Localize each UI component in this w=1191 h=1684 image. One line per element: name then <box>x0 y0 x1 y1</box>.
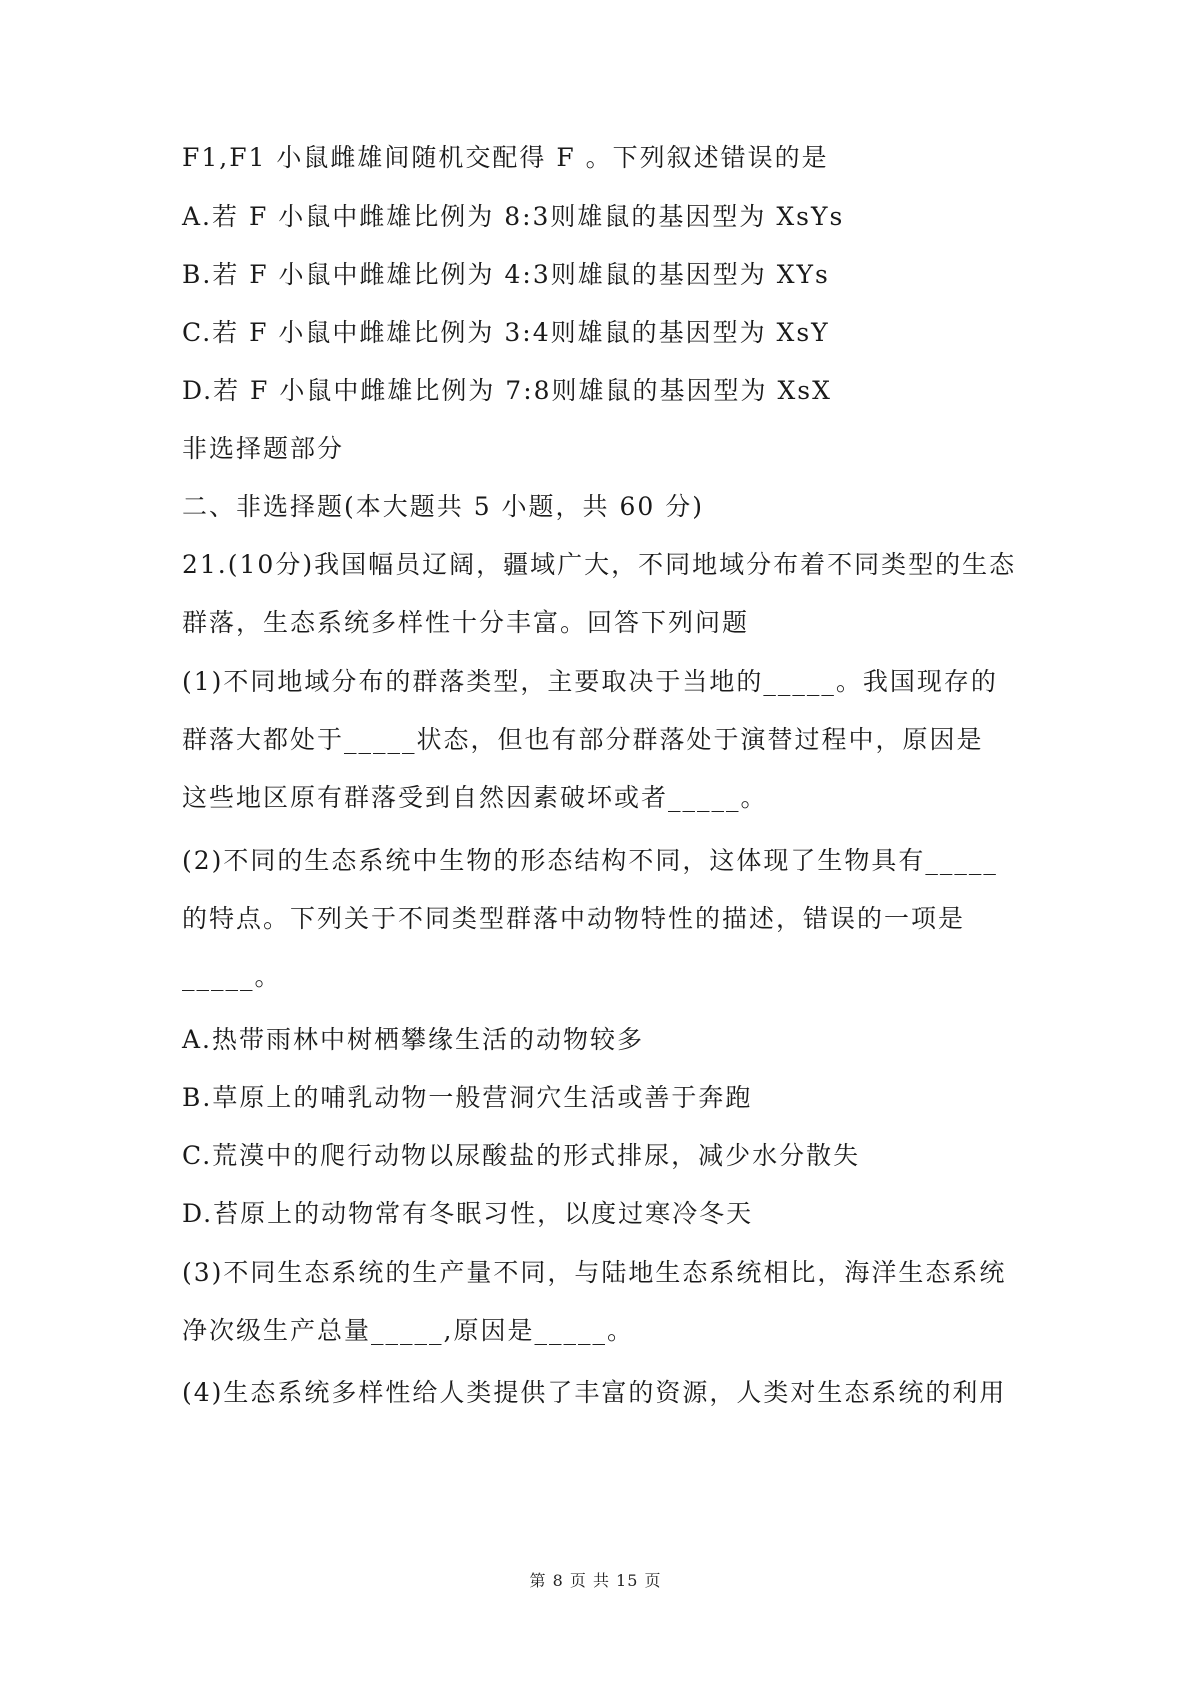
sub-question-1-line-3: 这些地区原有群落受到自然因素破坏或者_____。 <box>182 783 768 812</box>
option-b: B.若 F 小鼠中雌雄比例为 4:3则雄鼠的基因型为 XYs <box>182 260 830 289</box>
choice-c: C.荒漠中的爬行动物以尿酸盐的形式排尿，减少水分散失 <box>182 1141 861 1170</box>
sub-question-1-line-2: 群落大都处于_____状态，但也有部分群落处于演替过程中，原因是 <box>182 725 984 754</box>
choice-a: A.热带雨林中树栖攀缘生活的动物较多 <box>182 1025 645 1054</box>
choice-d: D.苔原上的动物常有冬眠习性，以度过寒冷冬天 <box>182 1199 754 1228</box>
option-a: A.若 F 小鼠中雌雄比例为 8:3则雄鼠的基因型为 XsYs <box>182 202 845 231</box>
sub-question-1-line-1: (1)不同地域分布的群落类型，主要取决于当地的_____。我国现存的 <box>182 667 998 696</box>
sub-question-3-line-2: 净次级生产总量_____,原因是_____。 <box>182 1316 634 1345</box>
sub-question-2-line-2: 的特点。下列关于不同类型群落中动物特性的描述，错误的一项是 <box>182 904 966 933</box>
sub-question-2-line-1: (2)不同的生态系统中生物的形态结构不同，这体现了生物具有_____ <box>182 846 998 875</box>
question-21-line-2: 群落，生态系统多样性十分丰富。回答下列问题 <box>182 608 750 637</box>
section-heading: 非选择题部分 <box>182 434 345 463</box>
sub-question-4-line-1: (4)生态系统多样性给人类提供了丰富的资源，人类对生态系统的利用 <box>182 1378 1007 1407</box>
sub-question-3-line-1: (3)不同生态系统的生产量不同，与陆地生态系统相比，海洋生态系统 <box>182 1258 1007 1287</box>
sub-question-2-line-3: _____。 <box>182 962 282 991</box>
page-number-footer: 第 8 页 共 15 页 <box>529 1571 662 1590</box>
section-subheading: 二、非选择题(本大题共 5 小题，共 60 分) <box>182 492 705 521</box>
text-line: F1,F1 小鼠雌雄间随机交配得 F 。下列叙述错误的是 <box>182 143 829 172</box>
question-21-line-1: 21.(10分)我国幅员辽阔，疆域广大，不同地域分布着不同类型的生态 <box>182 550 1017 579</box>
option-c: C.若 F 小鼠中雌雄比例为 3:4则雄鼠的基因型为 XsY <box>182 318 830 347</box>
option-d: D.若 F 小鼠中雌雄比例为 7:8则雄鼠的基因型为 XsX <box>182 376 832 405</box>
choice-b: B.草原上的哺乳动物一般营洞穴生活或善于奔跑 <box>182 1083 753 1112</box>
